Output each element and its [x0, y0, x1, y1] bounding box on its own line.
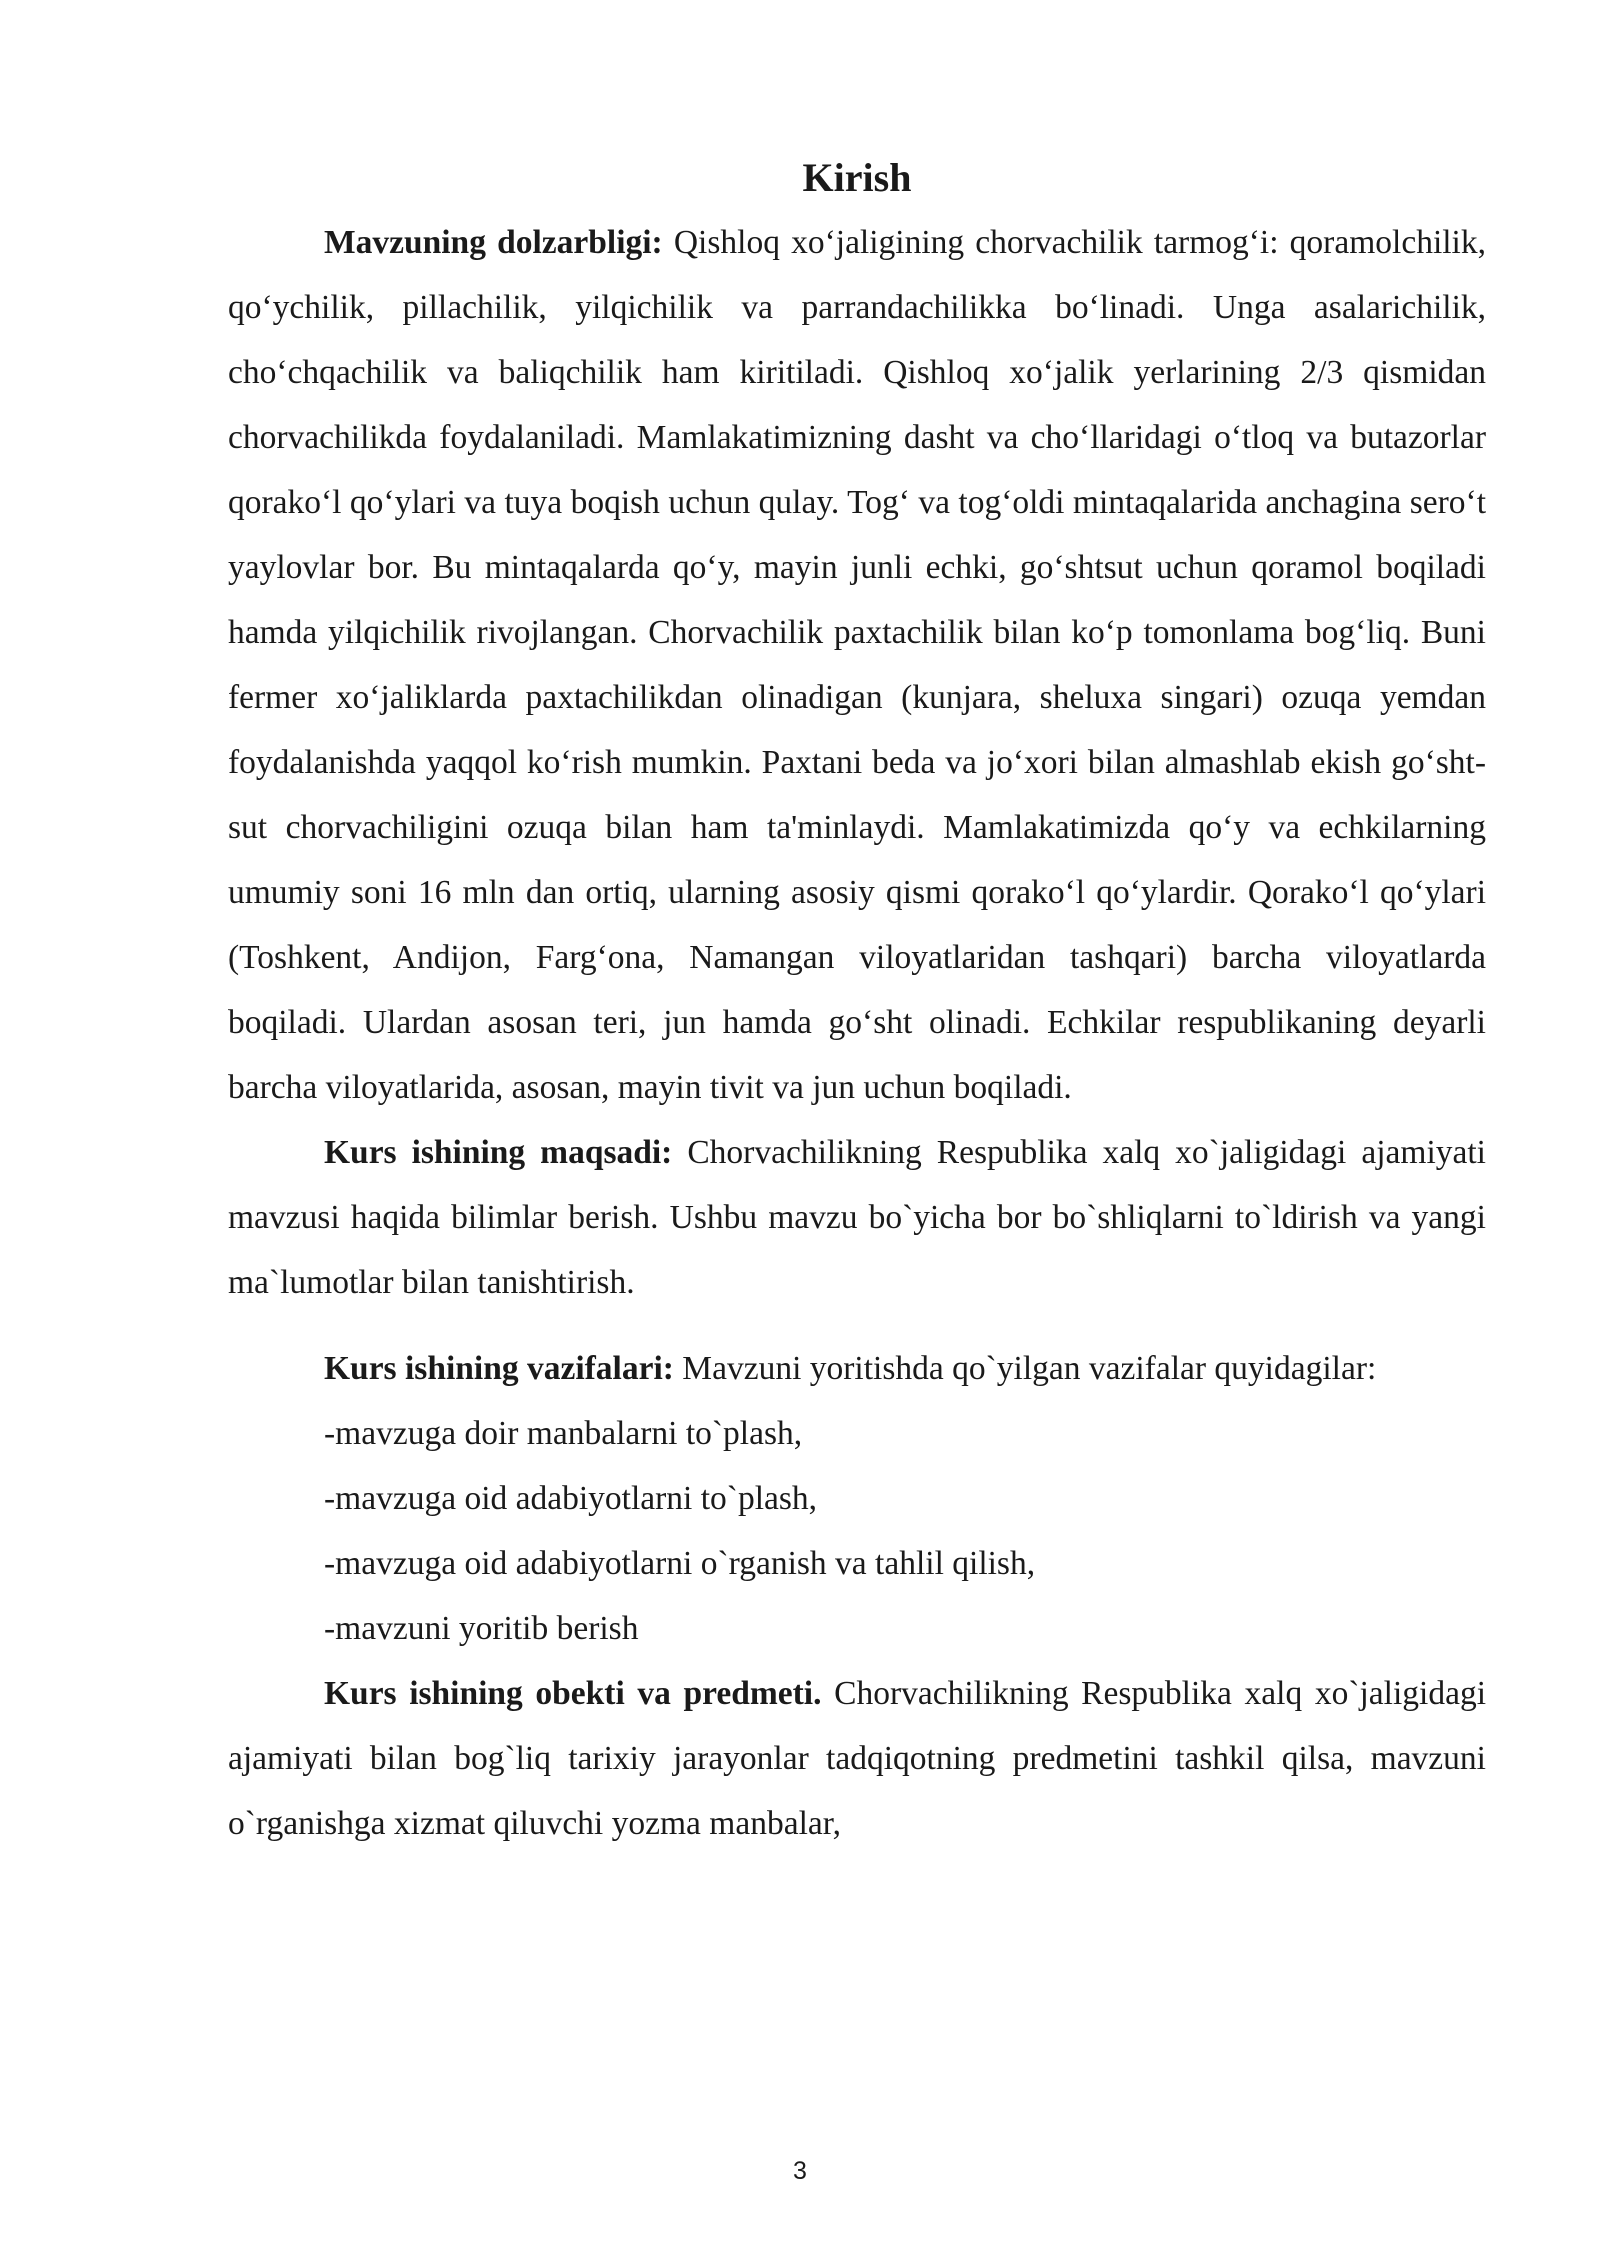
tasks-paragraph [228, 1336, 1486, 1401]
document-page [228, 148, 1486, 1856]
object-text: Chorvachilikning Respublika xalq xo`jaligidagi ajamiyati bilan bog`liq tarixiy jarayonlar tadqiqotning predmetini tashkil qilsa, mavzuni o`rganishga xizmat qiluvchi yozma manbalar, [228, 1675, 1486, 1842]
object-paragraph [228, 1661, 1486, 1856]
relevance-paragraph [228, 210, 1486, 1120]
list-item: -mavzuni yoritib berish [324, 1610, 639, 1647]
goal-paragraph [228, 1120, 1486, 1315]
list-item: -mavzuga doir manbalarni to`plash, [324, 1415, 803, 1452]
goal-heading: Kurs ishining maqsadi: [324, 1134, 673, 1171]
list-item: -mavzuga oid adabiyotlarni o`rganish va tahlil qilish, [324, 1545, 1036, 1582]
goal-text: Chorvachilikning Respublika xalq xo`jaligidagi ajamiyati mavzusi haqida bilimlar berish. Ushbu mavzu bo`yicha bor bo`shliqlarni to`ldirish va yangi ma`lumotlar bilan tanishtirish. [228, 1134, 1486, 1301]
list-item: -mavzuga oid adabiyotlarni to`plash, [324, 1480, 818, 1517]
task-list [228, 1401, 1486, 1661]
tasks-heading: Kurs ishining vazifalari: [324, 1350, 674, 1387]
page-title: Kirish [802, 155, 912, 200]
relevance-heading: Mavzuning dolzarbligi: [324, 224, 663, 261]
tasks-text: Mavzuni yoritishda qo`yilgan vazifalar quyidagilar: [673, 1350, 1377, 1387]
page-number: 3 [793, 2157, 807, 2185]
object-heading: Kurs ishining obekti va predmeti. [324, 1675, 822, 1712]
relevance-text: Qishloq xo‘jaligining chorvachilik tarmog‘i: qoramolchilik, qo‘ychilik, pillachilik, yilqichilik va parrandachilikka bo‘linadi. Unga asalarichilik, cho‘chqachilik va baliqchilik ham kiritiladi. Qishloq xo‘jalik yerlarining 2/3 qismidan chorvachilikda foydalaniladi. Mamlakatimizning dasht va cho‘llaridagi o‘tloq va butazorlar qorako‘l qo‘ylari va tuya boqish uchun qulay. Tog‘ va tog‘oldi mintaqalarida anchagina sero‘t yaylovlar bor. Bu mintaqalarda qo‘y, mayin junli echki, go‘shtsut uchun qoramol boqiladi hamda yilqichilik rivojlangan. Chorvachilik paxtachilik bilan ko‘p tomonlama bog‘liq. Buni fermer xo‘jaliklarda paxtachilikdan olinadigan (kunjara, sheluxa singari) ozuqa yemdan foydalanishda yaqqol ko‘rish mumkin. Paxtani beda va jo‘xori bilan almashlab ekish go‘sht-sut chorvachiligini ozuqa bilan ham ta'minlaydi. Mamlakatimizda qo‘y va echkilarning umumiy soni 16 mln dan ortiq, ularning asosiy qismi qorako‘l qo‘ylardir. Qorako‘l qo‘ylari (Toshkent, Andijon, Farg‘ona, Namangan viloyatlaridan tashqari) barcha viloyatlarda boqiladi. Ulardan asosan teri, jun hamda go‘sht olinadi. Echkilar respublikaning deyarli barcha viloyatlarida, asosan, mayin tivit va jun uchun boqiladi. [228, 224, 1486, 1106]
